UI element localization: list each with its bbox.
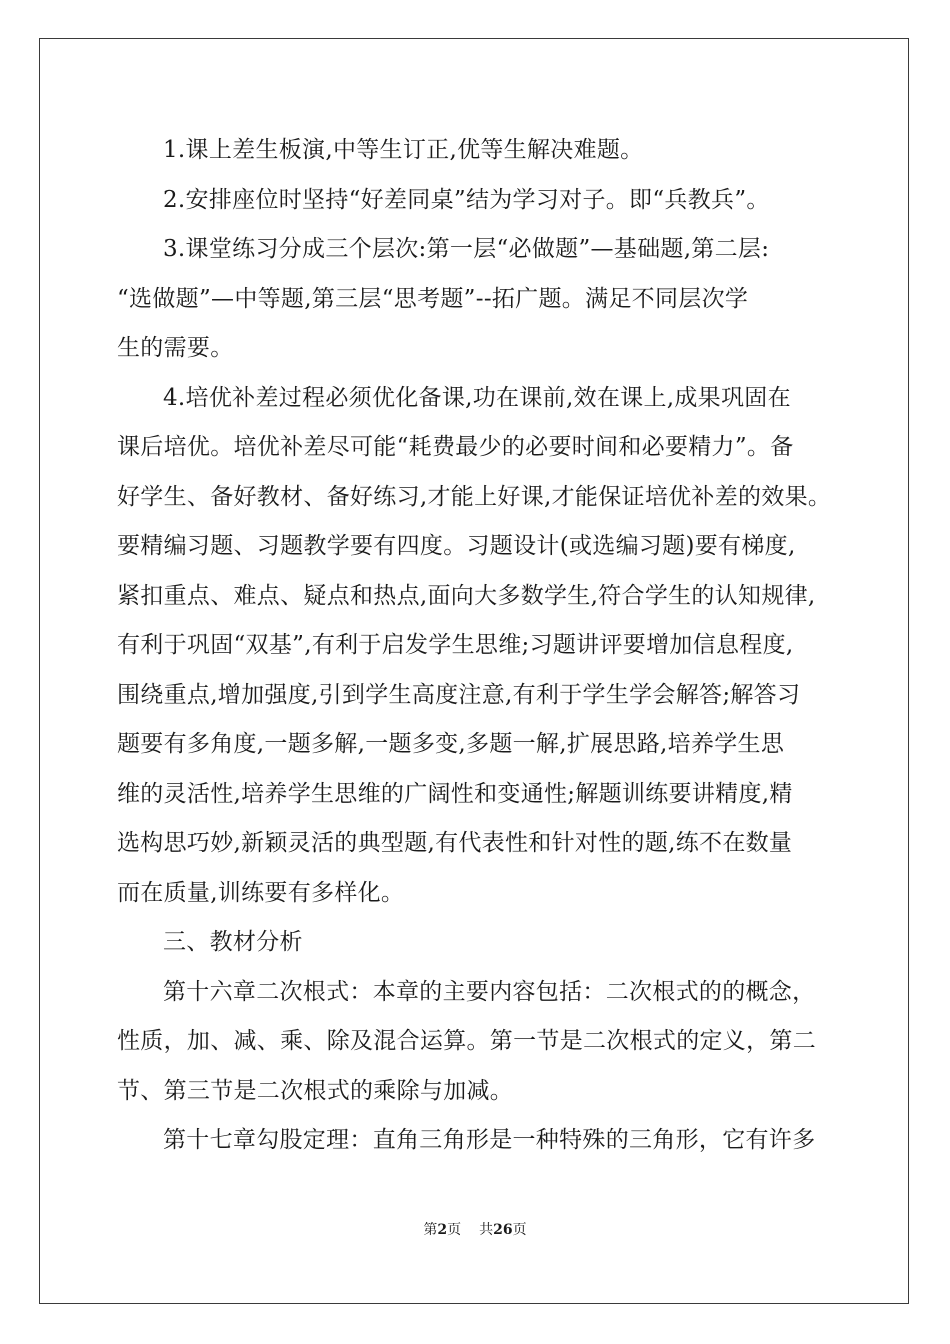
paragraph-1: 1.课上差生板演,中等生订正,优等生解决难题。 bbox=[163, 137, 644, 163]
paragraph-4: 4.培优补差过程必须优化备课,功在课前,效在课上,成果巩固在 课后培优。培优补差尽可能“耗费最少的必要时间和必要精力”。备 好学生、备好教材、备好练习,才能上好课,才能保证培优补差的效果。 要精编习题、习题教学要有四度。习题设计(或选编习题)要有梯度, 紧扣重点、难点、疑点和热点,面向大多数学生,符合学生的认知规律, 有利于巩固“双基”,有利于启发学生思维;习题讲评要增加信息程度, 围绕重点,增加强度,引到学生高度注意,有利于学生学会解答;解答习 题要有多角度,一题多解,一题多变,多题一解,扩展思路,培养学生思 维的灵活性,培养学生思维的广阔性和变通性;解题训练要讲精度,精 选构思巧妙,新颖灵活的典型题,有代表性和针对性的题,练不在数量 而在质量,训练要有多样化。 bbox=[117, 384, 832, 906]
paragraph-chapter-16: 第十六章二次根式：本章的主要内容包括：二次根式的的概念， 性质，加、减、乘、除及混合运算。第一节是二次根式的定义，第二 节、第三节是二次根式的乘除与加减。 bbox=[117, 978, 816, 1104]
paragraph-3: 3.课堂练习分成三个层次:第一层“必做题”—基础题,第二层: “选做题”—中等题,第三层“思考题”--拓广题。满足不同层次学 生的需要。 bbox=[117, 236, 770, 361]
footer-page-suffix: 页 bbox=[447, 1222, 462, 1238]
section-heading: 三、教材分析 bbox=[163, 929, 303, 955]
footer-prefix: 第 bbox=[423, 1222, 438, 1238]
footer-total-suffix: 页 bbox=[512, 1222, 527, 1238]
page-footer bbox=[0, 1219, 950, 1239]
footer-total-prefix: 共 bbox=[479, 1222, 494, 1238]
document-body bbox=[117, 126, 852, 1166]
footer-page-number: 2 bbox=[437, 1222, 448, 1238]
footer-total-pages: 26 bbox=[493, 1222, 513, 1238]
paragraph-chapter-17: 第十七章勾股定理：直角三角形是一种特殊的三角形，它有许多 bbox=[163, 1127, 816, 1153]
paragraph-2: 2.安排座位时坚持“好差同桌”结为学习对子。即“兵教兵”。 bbox=[163, 186, 770, 213]
